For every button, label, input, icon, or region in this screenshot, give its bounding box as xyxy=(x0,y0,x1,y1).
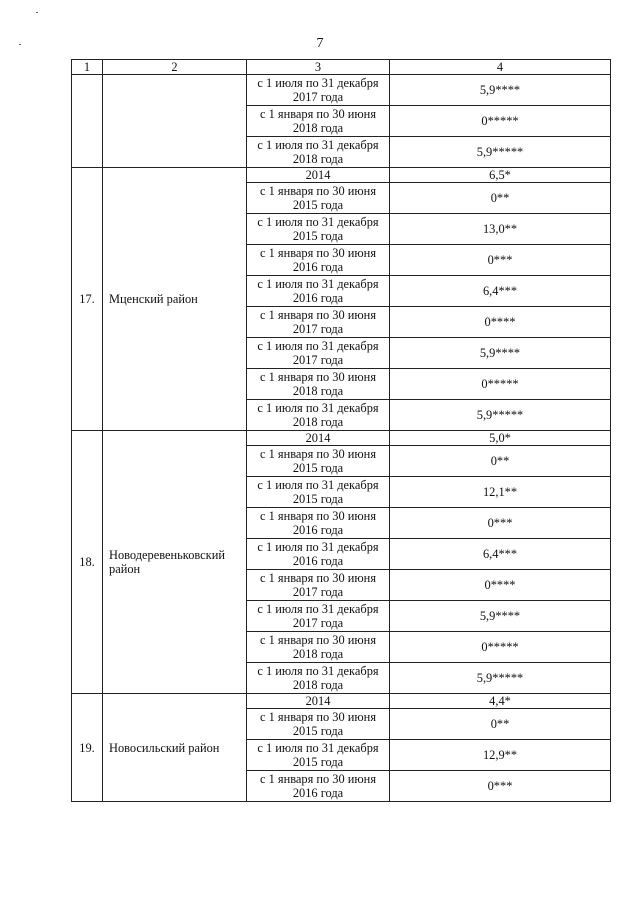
period-cell: с 1 января по 30 июня 2017 года xyxy=(247,307,390,338)
scan-speck xyxy=(36,12,38,13)
value-cell: 12,9** xyxy=(390,740,611,771)
period-cell: с 1 января по 30 июня 2015 года xyxy=(247,446,390,477)
table-row xyxy=(72,75,611,106)
value-cell: 0***** xyxy=(390,369,611,400)
value-cell: 6,5* xyxy=(390,168,611,183)
table-body xyxy=(72,75,611,802)
period-cell: с 1 января по 30 июня 2015 года xyxy=(247,183,390,214)
district-name-cell: Новосильский район xyxy=(103,694,247,802)
period-cell: 2014 xyxy=(247,694,390,709)
value-cell: 5,9**** xyxy=(390,601,611,632)
scan-speck xyxy=(19,44,21,45)
value-cell: 5,9***** xyxy=(390,663,611,694)
district-name-cell: Новодеревеньковский район xyxy=(103,431,247,694)
period-cell: с 1 января по 30 июня 2018 года xyxy=(247,632,390,663)
header-row xyxy=(72,60,611,75)
table-row xyxy=(72,431,611,446)
column-header: 2 xyxy=(103,60,247,75)
period-cell: с 1 января по 30 июня 2016 года xyxy=(247,508,390,539)
period-cell: с 1 июля по 31 декабря 2017 года xyxy=(247,75,390,106)
row-number-cell xyxy=(72,75,103,168)
value-cell: 5,9***** xyxy=(390,400,611,431)
period-cell: с 1 июля по 31 декабря 2016 года xyxy=(247,539,390,570)
value-cell: 0**** xyxy=(390,307,611,338)
period-cell: с 1 января по 30 июня 2016 года xyxy=(247,245,390,276)
tariff-table xyxy=(71,59,611,802)
district-name-cell xyxy=(103,75,247,168)
value-cell: 6,4*** xyxy=(390,276,611,307)
value-cell: 5,9**** xyxy=(390,75,611,106)
value-cell: 13,0** xyxy=(390,214,611,245)
value-cell: 0***** xyxy=(390,106,611,137)
period-cell: с 1 июля по 31 декабря 2015 года xyxy=(247,477,390,508)
period-cell: с 1 января по 30 июня 2017 года xyxy=(247,570,390,601)
period-cell: с 1 января по 30 июня 2018 года xyxy=(247,369,390,400)
value-cell: 0** xyxy=(390,709,611,740)
period-cell: с 1 июля по 31 декабря 2018 года xyxy=(247,400,390,431)
period-cell: с 1 июля по 31 декабря 2017 года xyxy=(247,338,390,369)
value-cell: 0**** xyxy=(390,570,611,601)
column-header: 4 xyxy=(390,60,611,75)
period-cell: с 1 июля по 31 декабря 2015 года xyxy=(247,740,390,771)
column-header: 1 xyxy=(72,60,103,75)
period-cell: с 1 июля по 31 декабря 2018 года xyxy=(247,137,390,168)
period-cell: с 1 января по 30 июня 2018 года xyxy=(247,106,390,137)
period-cell: 2014 xyxy=(247,431,390,446)
value-cell: 4,4* xyxy=(390,694,611,709)
value-cell: 5,9**** xyxy=(390,338,611,369)
period-cell: с 1 июля по 31 декабря 2015 года xyxy=(247,214,390,245)
value-cell: 0*** xyxy=(390,508,611,539)
value-cell: 5,9***** xyxy=(390,137,611,168)
table-row xyxy=(72,694,611,709)
period-cell: с 1 июля по 31 декабря 2017 года xyxy=(247,601,390,632)
row-number-cell: 19. xyxy=(72,694,103,802)
period-cell: с 1 января по 30 июня 2015 года xyxy=(247,709,390,740)
row-number-cell: 17. xyxy=(72,168,103,431)
page-number: 7 xyxy=(316,36,324,51)
period-cell: с 1 января по 30 июня 2016 года xyxy=(247,771,390,802)
district-name-cell: Мценский район xyxy=(103,168,247,431)
period-cell: с 1 июля по 31 декабря 2018 года xyxy=(247,663,390,694)
period-cell: 2014 xyxy=(247,168,390,183)
value-cell: 0*** xyxy=(390,245,611,276)
period-cell: с 1 июля по 31 декабря 2016 года xyxy=(247,276,390,307)
row-number-cell: 18. xyxy=(72,431,103,694)
value-cell: 6,4*** xyxy=(390,539,611,570)
value-cell: 5,0* xyxy=(390,431,611,446)
value-cell: 12,1** xyxy=(390,477,611,508)
value-cell: 0** xyxy=(390,183,611,214)
value-cell: 0*** xyxy=(390,771,611,802)
column-header: 3 xyxy=(247,60,390,75)
value-cell: 0***** xyxy=(390,632,611,663)
value-cell: 0** xyxy=(390,446,611,477)
table-row xyxy=(72,168,611,183)
